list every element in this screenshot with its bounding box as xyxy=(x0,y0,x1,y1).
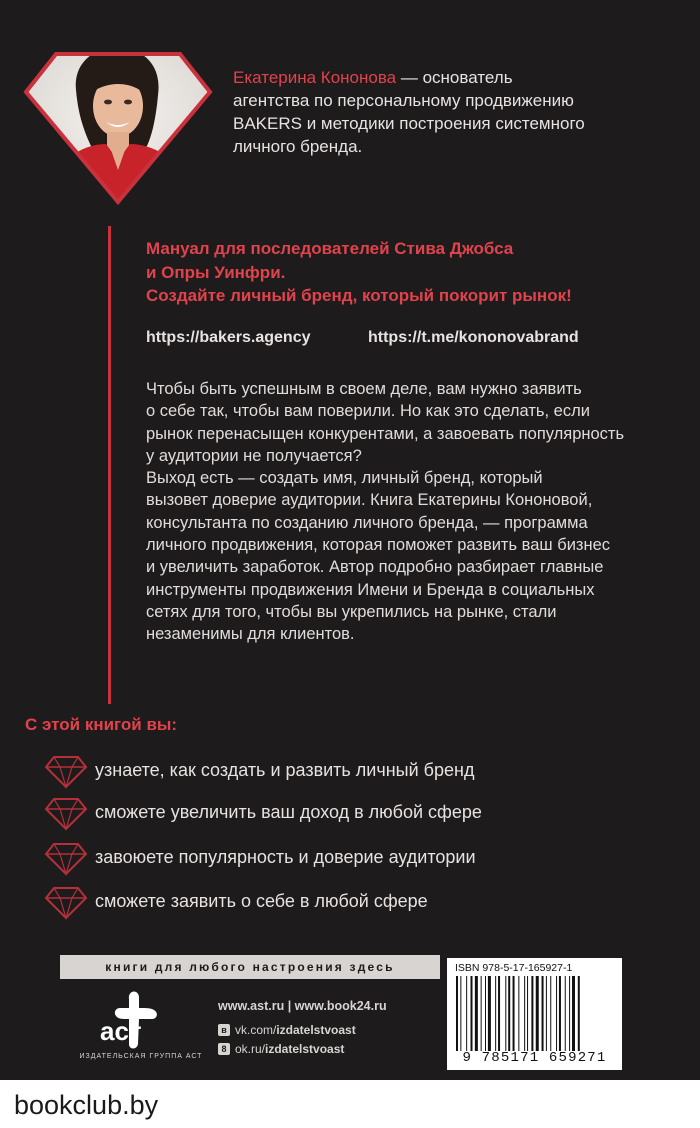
description-line: сетях для того, чтобы вы укрепились на рынке, стали xyxy=(146,602,557,621)
description-line: Выход есть — создать имя, личный бренд, который xyxy=(146,469,543,488)
barcode-number: 9 785171 659271 xyxy=(462,1050,607,1066)
ast-logo-text: аст xyxy=(100,1016,142,1046)
vk-icon: в xyxy=(218,1024,230,1036)
barcode-bar xyxy=(550,976,551,1051)
benefit-text: узнаете, как создать и развить личный бренд xyxy=(95,760,475,780)
barcode-bar xyxy=(572,976,575,1051)
barcode-bar xyxy=(508,976,510,1051)
benefit-text: сможете увеличить ваш доход в любой сфере xyxy=(95,802,482,822)
benefit-text: завоюете популярность и доверие аудитории xyxy=(95,847,476,867)
social-handle: izdatelstvoast xyxy=(265,1042,345,1056)
barcode-bar xyxy=(498,976,500,1051)
description-line: и увеличить заработок. Автор подробно разбирает главные xyxy=(146,558,604,577)
barcode-bar xyxy=(485,976,486,1051)
watermark: bookclub.by xyxy=(14,1090,159,1120)
barcode-bar xyxy=(556,976,557,1051)
description-line: незаменимы для клиентов. xyxy=(146,625,355,644)
description-line: Чтобы быть успешным в своем деле, вам нужно заявить xyxy=(146,380,582,398)
description-line: инструменты продвижения Имени и Бренда в социальных xyxy=(146,580,595,599)
benefit-item xyxy=(42,793,642,833)
social-prefix: vk.com/ xyxy=(235,1023,277,1037)
publisher-slogan: книги для любого настроения здесь xyxy=(60,955,440,979)
author-bio-line: агентства по персональному продвижению xyxy=(233,91,574,110)
barcode-bar xyxy=(569,976,570,1051)
barcode-bar xyxy=(481,976,482,1051)
gem-icon xyxy=(42,751,90,791)
gem-icon xyxy=(42,882,90,922)
description-line: рынок перенасыщен конкурентами, а завоевать популярность xyxy=(146,424,625,443)
description-line: личного продвижения, которая поможет развить ваш бизнес xyxy=(146,536,611,555)
book-description xyxy=(146,378,671,646)
publisher-websites[interactable]: www.ast.ru | www.book24.ru xyxy=(218,999,387,1013)
barcode-bar xyxy=(565,976,566,1051)
benefit-item xyxy=(42,882,642,922)
barcode-bar xyxy=(527,976,528,1051)
benefit-item xyxy=(42,751,642,791)
manual-line: Мануал для последователей Стива Джобса xyxy=(146,239,514,258)
isbn: ISBN 978-5-17-165927-1 xyxy=(455,962,573,974)
telegram-link[interactable]: https://t.me/kononovabrand xyxy=(368,329,579,346)
benefits-heading: С этой книгой вы: xyxy=(25,715,178,734)
barcode-bar xyxy=(524,976,525,1051)
barcode-bar xyxy=(466,976,467,1051)
gem-icon xyxy=(42,838,90,878)
author-bio xyxy=(233,66,653,158)
barcode-bar xyxy=(536,976,539,1051)
publisher-name: ИЗДАТЕЛЬСКАЯ ГРУППА АСТ xyxy=(79,1053,203,1060)
benefit-item xyxy=(42,838,642,878)
barcode-bar xyxy=(471,976,473,1051)
barcode-bar xyxy=(475,976,478,1051)
author-bio-line: — основатель xyxy=(396,68,513,87)
ast-logo xyxy=(96,988,186,1052)
barcode-bar xyxy=(559,976,561,1051)
author-bio-line: личного бренда. xyxy=(233,137,363,156)
barcode-bar xyxy=(495,976,496,1051)
benefit-text: сможете заявить о себе в любой сфере xyxy=(95,891,428,911)
author-portrait xyxy=(18,40,218,210)
barcode-bar xyxy=(488,976,491,1051)
description-line: о себе так, чтобы вам поверили. Но как это сделать, если xyxy=(146,402,590,421)
social-handle: izdatelstvoast xyxy=(276,1023,356,1037)
barcode-bar xyxy=(456,976,458,1051)
accent-vertical-line xyxy=(108,226,111,704)
description-line: вызовет доверие аудитории. Книга Екатерины Кононовой, xyxy=(146,491,593,510)
manual-line: Создайте личный бренд, который покорит рынок! xyxy=(146,286,572,305)
site-link[interactable]: https://bakers.agency xyxy=(146,329,311,346)
ok-icon: 8 xyxy=(218,1043,230,1055)
author-bio-line: BAKERS и методики построения системного xyxy=(233,114,585,133)
barcode-bar xyxy=(546,976,547,1051)
barcode-bar xyxy=(513,976,515,1051)
manual-line: и Опры Уинфри. xyxy=(146,262,286,282)
barcode-bar xyxy=(578,976,580,1051)
description-line: у аудитории не получается? xyxy=(146,446,362,465)
barcode-bar xyxy=(518,976,519,1051)
manual-tagline xyxy=(146,237,666,308)
social-prefix: ok.ru/ xyxy=(235,1042,266,1056)
gem-icon xyxy=(42,793,90,833)
barcode-bar xyxy=(542,976,544,1051)
isbn-barcode-box xyxy=(447,958,622,1070)
barcode-bar xyxy=(531,976,533,1051)
author-name: Екатерина Кононова xyxy=(233,68,397,87)
barcode-bar xyxy=(460,976,461,1051)
barcode xyxy=(454,976,614,1051)
barcode-bar xyxy=(505,976,506,1051)
description-line: консультанта по созданию личного бренда, — программа xyxy=(146,513,588,532)
